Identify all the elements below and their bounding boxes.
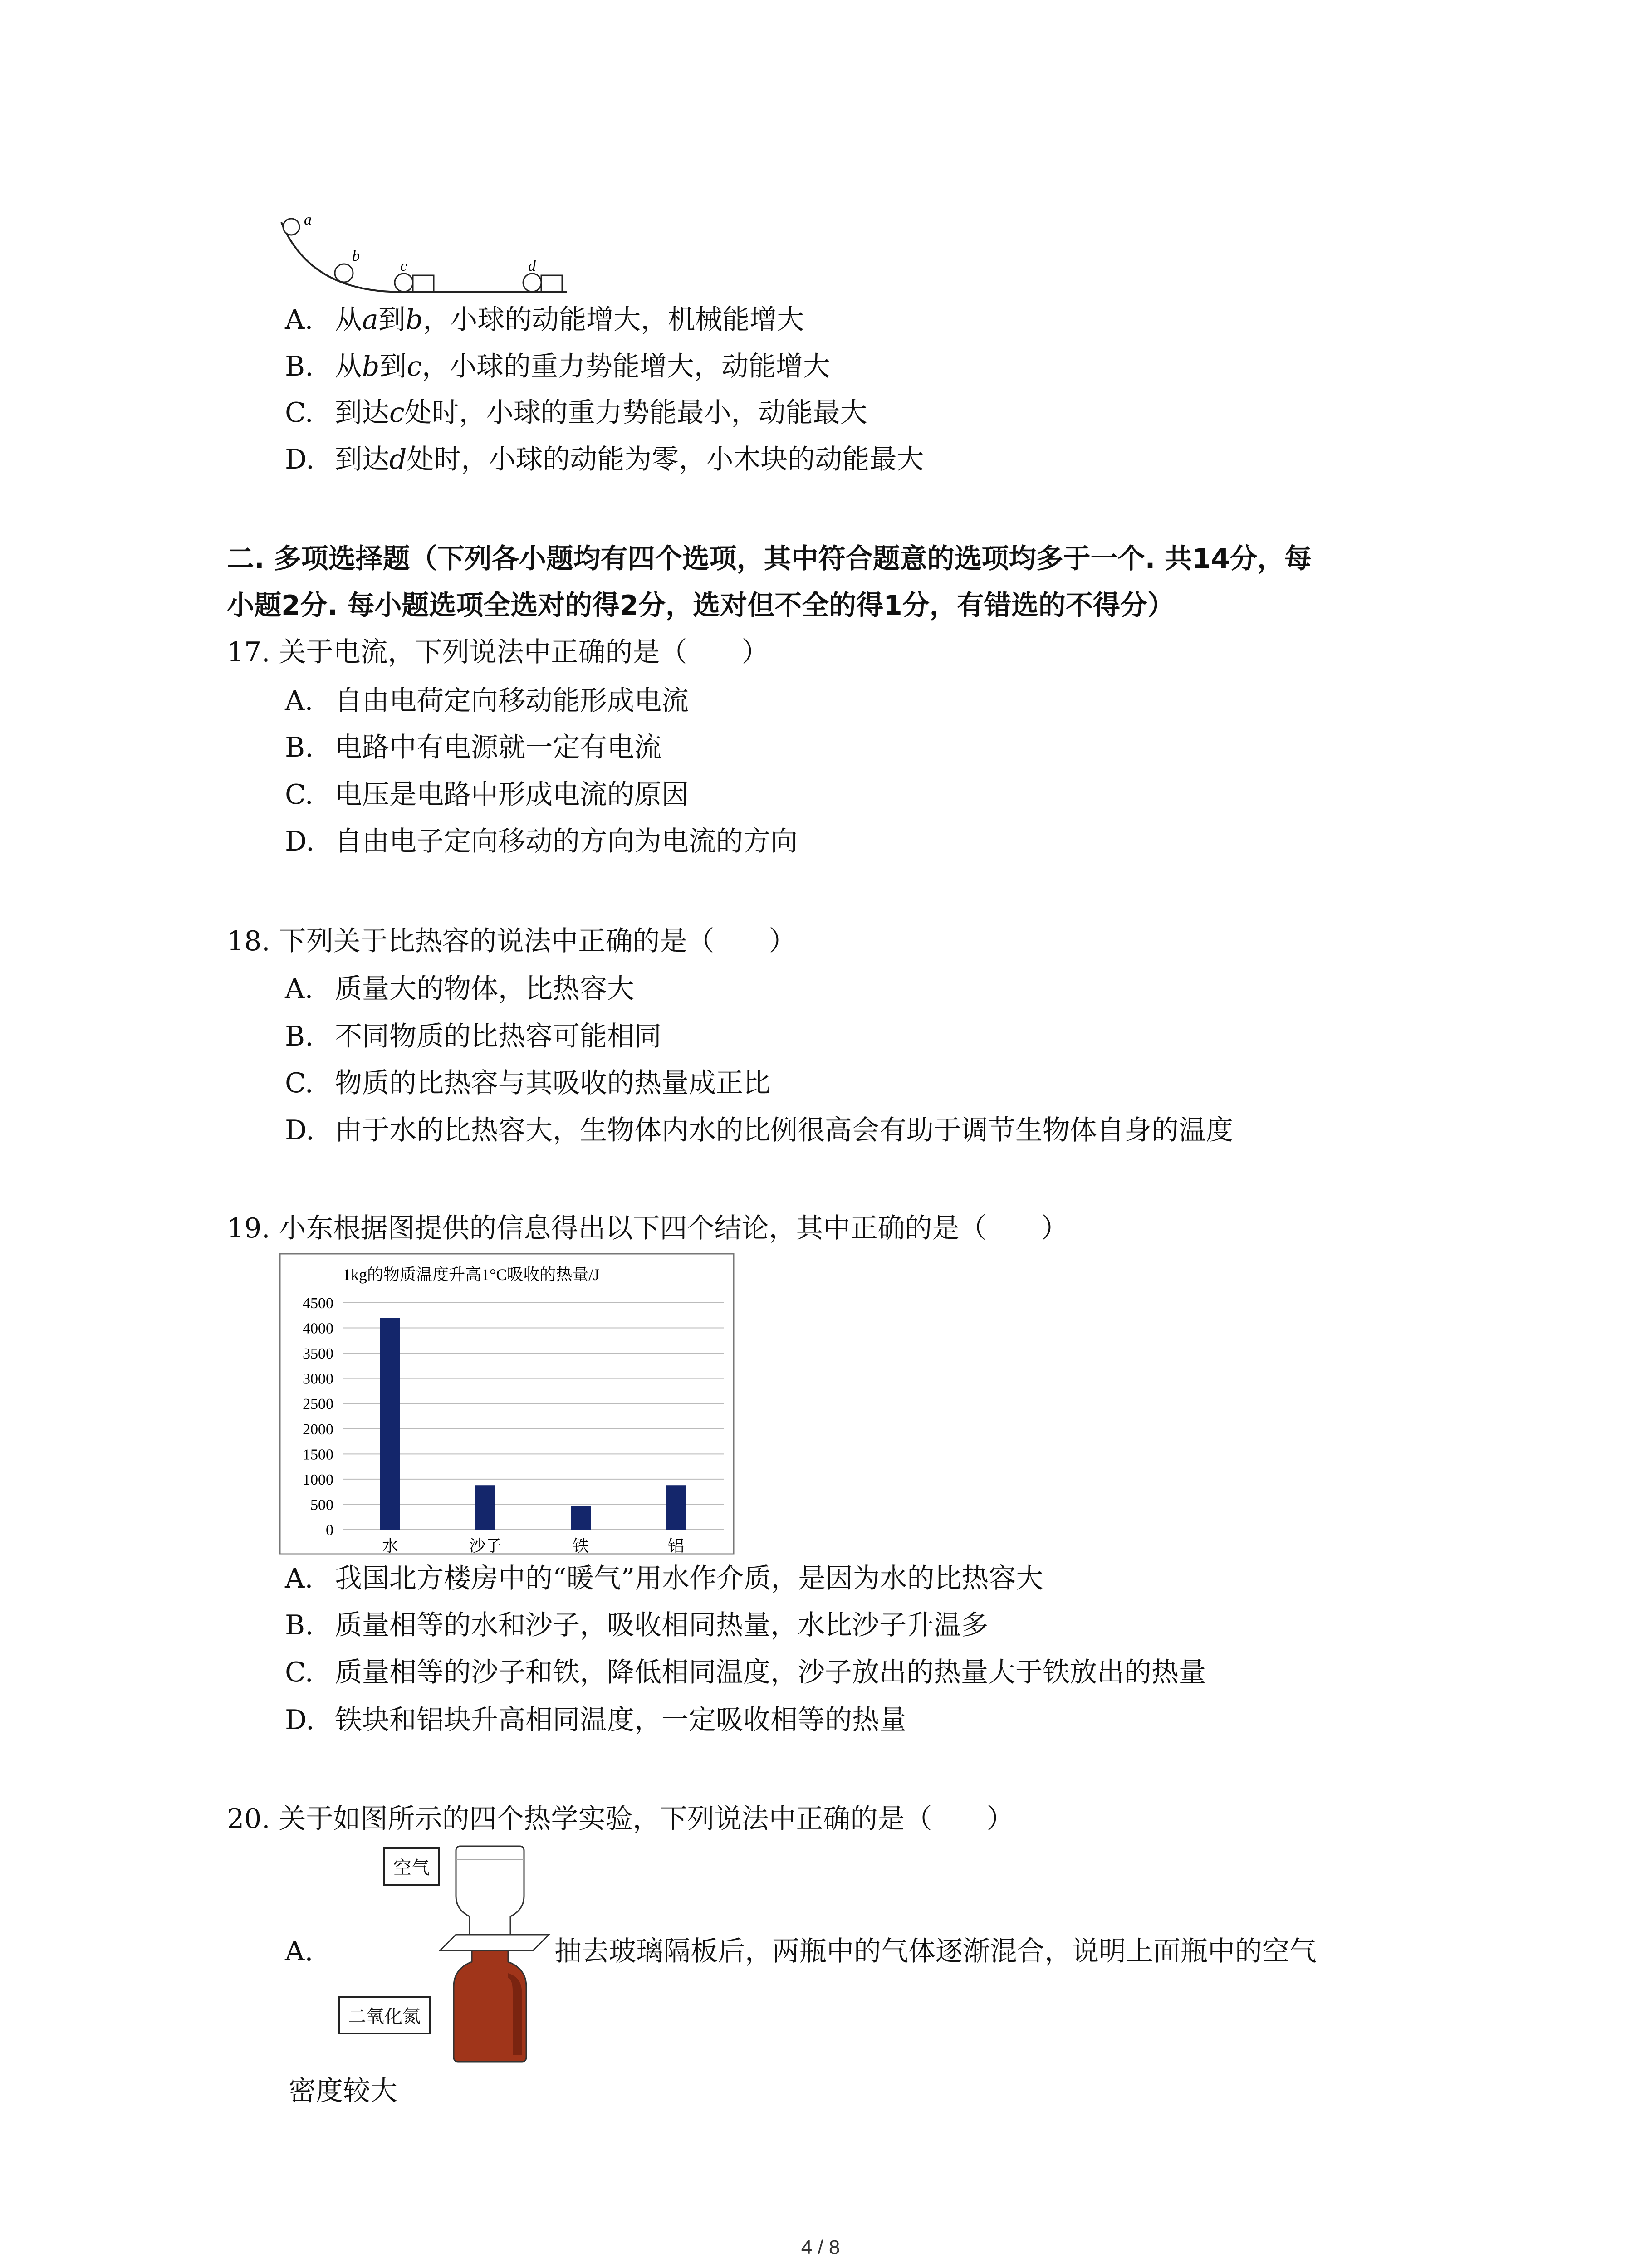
ball-b <box>335 264 353 282</box>
page-number: 4 / 8 <box>801 2236 840 2258</box>
y-tick-label: 0 <box>326 1522 333 1539</box>
y-tick-label: 2500 <box>303 1396 333 1413</box>
q20-option-a-letter: A. <box>285 1936 314 1967</box>
label-air: 空气 <box>383 1847 440 1886</box>
bar-3 <box>666 1485 686 1530</box>
q18-option-d: D. 由于水的比热容大，生物体内水的比例很高会有助于调节生物体自身的温度 <box>285 1114 1233 1146</box>
y-tick-label: 1500 <box>303 1446 333 1463</box>
q20-option-a-text-cont: 密度较大 <box>289 2075 397 2107</box>
section2-heading-line1: 二. 多项选择题（下列各小题均有四个选项，其中符合题意的选项均多于一个. 共14分，每 <box>227 543 1312 575</box>
q17-stem: 17. 关于电流，下列说法中正确的是（ ） <box>227 636 769 668</box>
label-a: a <box>304 211 312 228</box>
y-tick-label: 3500 <box>303 1345 333 1363</box>
ball-d <box>523 274 541 292</box>
specific-heat-bar-chart <box>279 1253 735 1556</box>
bar-0 <box>380 1318 400 1530</box>
label-d: d <box>528 258 536 274</box>
chart-title: 1kg的物质温度升高1°C吸收的热量/J <box>343 1266 600 1284</box>
track-figure <box>272 206 581 304</box>
q17-option-d: D. 自由电子定向移动的方向为电流的方向 <box>285 826 798 857</box>
q18-stem: 18. 下列关于比热容的说法中正确的是（ ） <box>227 925 796 957</box>
y-tick-label: 2000 <box>303 1421 333 1438</box>
q18-option-c: C. 物质的比热容与其吸收的热量成正比 <box>285 1067 770 1099</box>
q19-option-b: B. 质量相等的水和沙子，吸收相同热量，水比沙子升温多 <box>285 1609 988 1641</box>
q19-stem: 19. 小东根据图提供的信息得出以下四个结论，其中正确的是（ ） <box>227 1212 1068 1244</box>
q17-option-c: C. 电压是电路中形成电流的原因 <box>285 779 689 811</box>
ball-c <box>395 274 413 292</box>
q16-option-c: C. 到达c处时，小球的重力势能最小，动能最大 <box>285 397 867 429</box>
q16-option-b: B. 从b到c，小球的重力势能增大，动能增大 <box>285 351 831 382</box>
q18-option-b: B. 不同物质的比热容可能相同 <box>285 1021 661 1052</box>
x-tick-label: 铁 <box>572 1537 589 1555</box>
x-tick-label: 沙子 <box>469 1537 502 1555</box>
block-c <box>413 275 434 292</box>
bar-1 <box>475 1485 495 1530</box>
q17-option-a: A. 自由电荷定向移动能形成电流 <box>285 685 689 717</box>
q19-option-a: A. 我国北方楼房中的“暖气”用水作介质，是因为水的比热容大 <box>285 1563 1043 1594</box>
x-tick-label: 铝 <box>667 1537 685 1555</box>
y-tick-label: 1000 <box>303 1471 333 1488</box>
y-tick-label: 4000 <box>303 1320 333 1337</box>
x-tick-label: 水 <box>382 1537 399 1555</box>
q19-option-d: D. 铁块和铝块升高相同温度，一定吸收相等的热量 <box>285 1704 906 1736</box>
q16-option-a: A. 从a到b，小球的动能增大，机械能增大 <box>285 304 804 336</box>
bar-2 <box>571 1506 591 1530</box>
q16-option-d: D. 到达d处时，小球的动能为零，小木块的动能最大 <box>285 444 924 475</box>
y-tick-label: 3000 <box>303 1370 333 1388</box>
block-d <box>541 275 562 292</box>
label-c: c <box>400 258 407 274</box>
section2-heading-line2: 小题2分. 每小题选项全选对的得2分，选对但不全的得1分，有错选的不得分） <box>227 590 1175 621</box>
glass-plate <box>440 1935 549 1950</box>
label-b: b <box>352 248 360 264</box>
y-tick-label: 4500 <box>303 1295 333 1312</box>
q19-option-c: C. 质量相等的沙子和铁，降低相同温度，沙子放出的热量大于铁放出的热量 <box>285 1657 1206 1688</box>
y-tick-label: 500 <box>310 1496 333 1514</box>
q18-option-a: A. 质量大的物体，比热容大 <box>285 973 634 1005</box>
q20-stem: 20. 关于如图所示的四个热学实验，下列说法中正确的是（ ） <box>227 1803 1014 1835</box>
label-no2: 二氧化氮 <box>338 1996 431 2034</box>
ball-a <box>283 219 299 235</box>
q17-option-b: B. 电路中有电源就一定有电流 <box>285 732 661 763</box>
q20-option-a-text: 抽去玻璃隔板后，两瓶中的气体逐渐混合，说明上面瓶中的空气 <box>554 1936 1317 1967</box>
